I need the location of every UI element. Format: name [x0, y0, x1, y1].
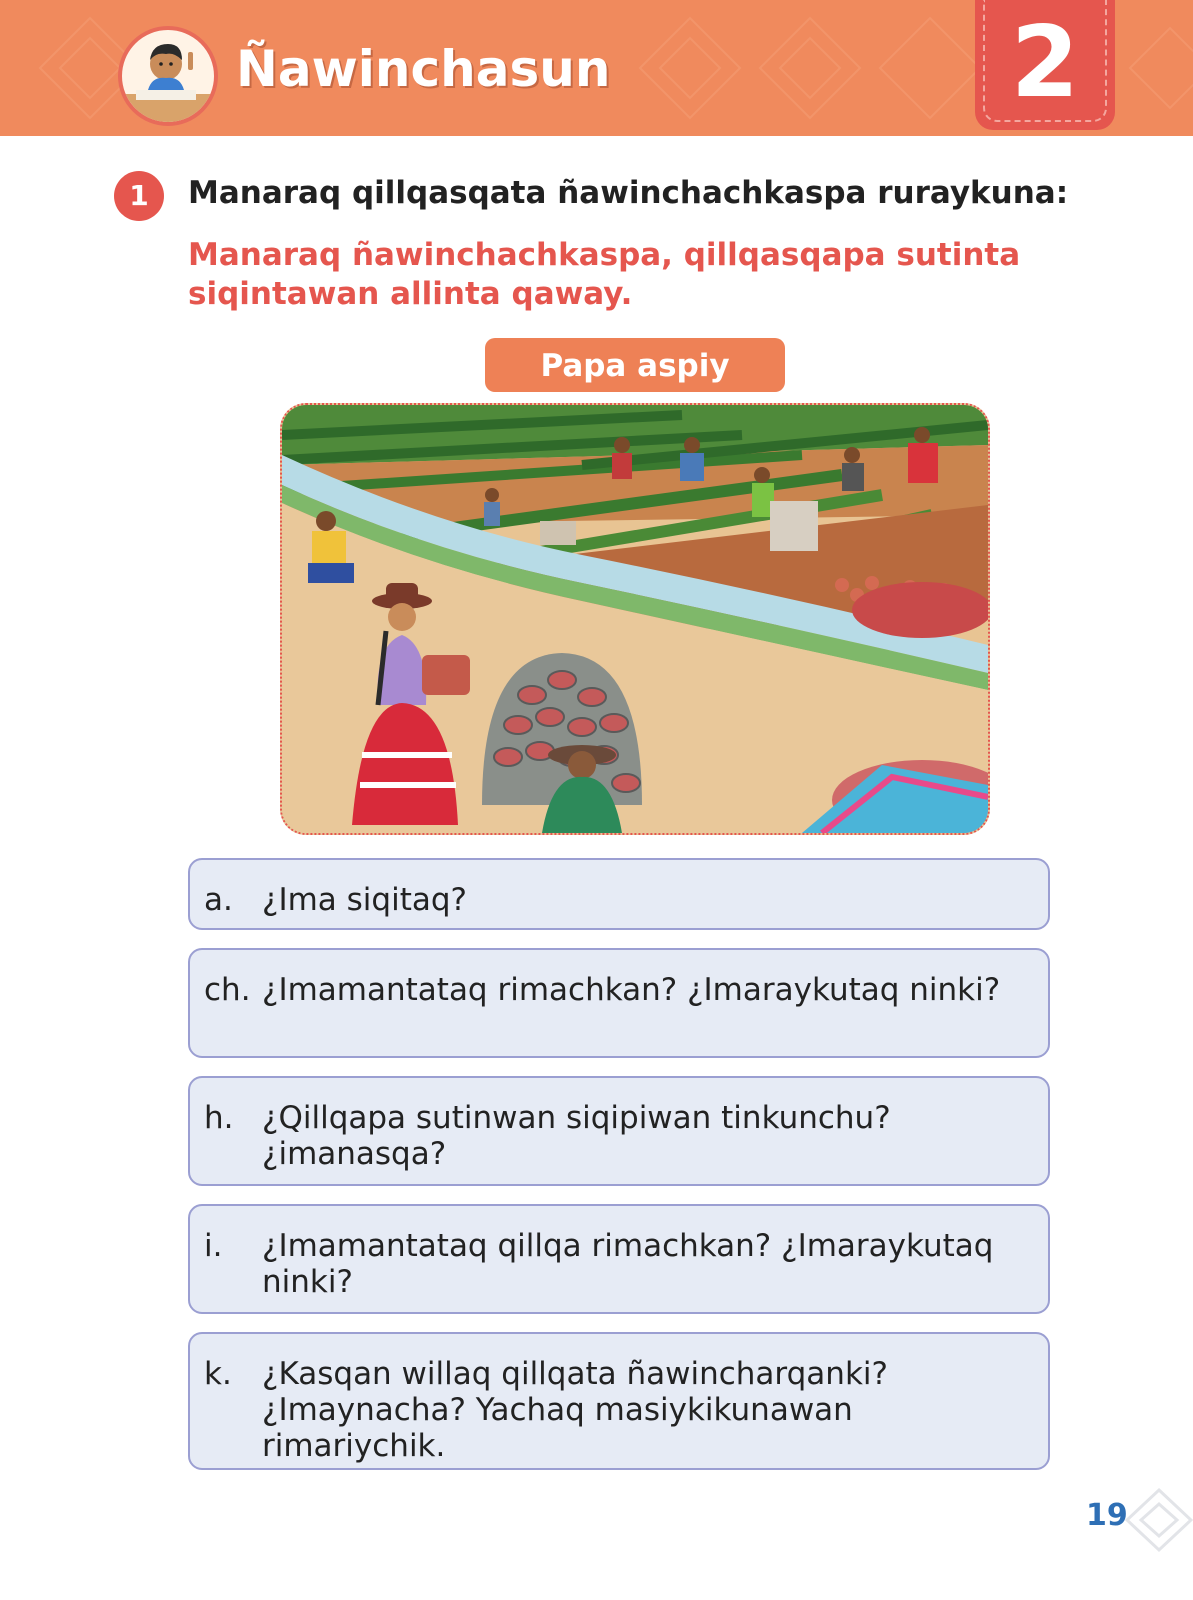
activity-number-badge: 1: [114, 171, 164, 221]
question-text: ¿Imamantataq rimachkan? ¿Imaraykutaq ninki?: [262, 972, 1001, 1008]
reading-title-badge: Papa aspiy: [485, 338, 785, 392]
student-avatar-illustration: [122, 30, 214, 122]
question-letter: h.: [204, 1100, 234, 1136]
question-i: [188, 1204, 1050, 1314]
question-k: [188, 1332, 1050, 1470]
question-letter: ch.: [204, 972, 251, 1008]
question-h: [188, 1076, 1050, 1186]
question-text: ¿Imamantataq qillqa rimachkan? ¿Imaraykutaq ninki?: [262, 1228, 994, 1300]
question-ch: [188, 948, 1050, 1058]
question-letter: a.: [204, 882, 233, 918]
harvest-scene: [282, 405, 988, 833]
corner-diamond-decoration: [1125, 1470, 1193, 1570]
question-text: ¿Kasqan willaq qillqata ñawincharqanki? ¿Imaynacha? Yachaq masiykikunawan rimariychik.: [262, 1356, 888, 1464]
unit-tab: [975, 0, 1115, 130]
unit-number: 2: [1010, 6, 1080, 120]
student-avatar: [118, 26, 218, 126]
question-text: ¿Ima siqitaq?: [262, 882, 467, 918]
activity-instruction: Manaraq qillqasqata ñawinchachkaspa ruraykuna:: [188, 175, 1069, 211]
section-title: Ñawinchasun: [236, 40, 611, 98]
question-letter: i.: [204, 1228, 223, 1264]
question-text: ¿Qillqapa sutinwan siqipiwan tinkunchu? ¿imanasqa?: [262, 1100, 891, 1172]
question-a: [188, 858, 1050, 930]
question-letter: k.: [204, 1356, 232, 1392]
activity-subinstruction: Manaraq ñawinchachkaspa, qillqasqapa sutinta siqintawan allinta qaway.: [188, 237, 1021, 312]
page-number: 19: [1086, 1498, 1128, 1533]
potato-harvest-illustration: [280, 403, 990, 835]
